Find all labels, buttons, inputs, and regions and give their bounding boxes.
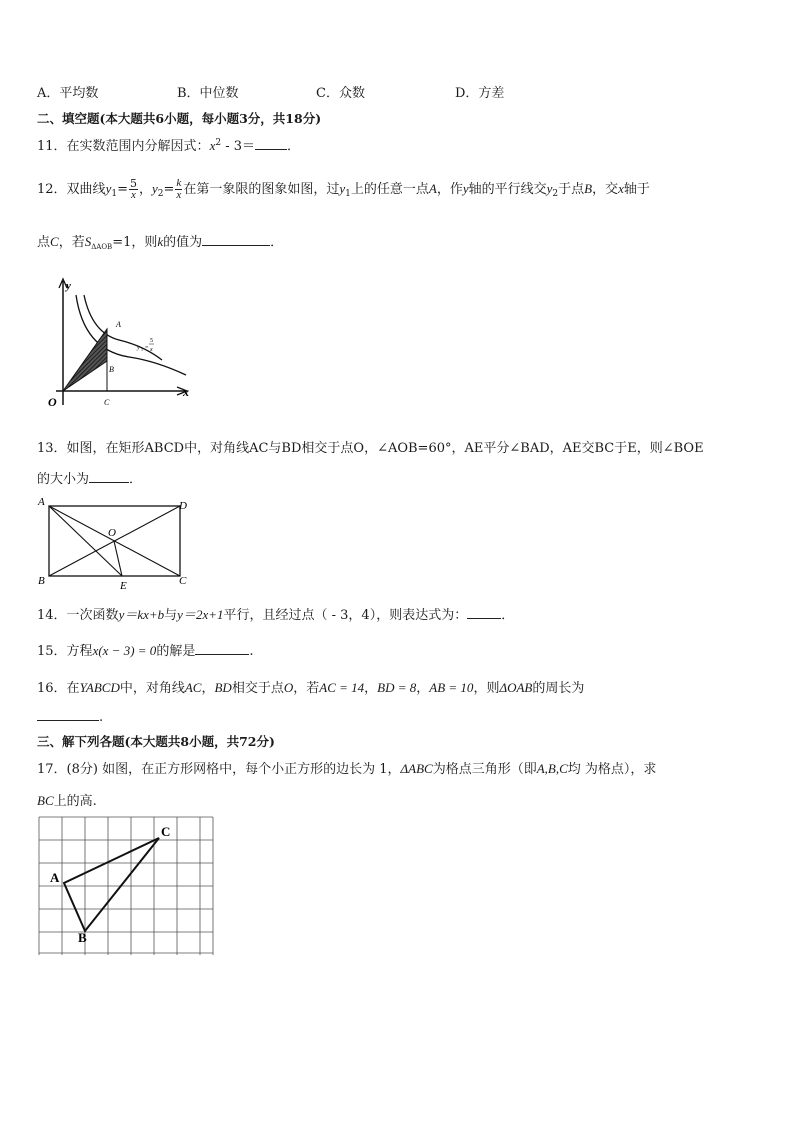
fig13-label-b: B xyxy=(38,575,45,587)
q16-text: 中，对角线 xyxy=(119,681,185,696)
q16-parallelogram: YABCD xyxy=(79,680,120,695)
q16-text: 相交于点 xyxy=(231,681,284,696)
q14-text: 一次函数 xyxy=(66,608,119,623)
q14-answer-blank[interactable] xyxy=(467,605,501,619)
q16-condition-2: BD = 8 xyxy=(377,680,417,695)
q16-end: . xyxy=(99,710,104,725)
question-12-line1 xyxy=(37,172,650,211)
fig12-curve-label-num: 5 xyxy=(150,338,153,344)
q15-answer-blank[interactable] xyxy=(195,641,249,655)
q12-text: 轴于 xyxy=(623,182,650,197)
q16-text: 在 xyxy=(66,681,80,696)
q12-text: ，作 xyxy=(436,182,463,197)
question-13-line2 xyxy=(37,468,142,487)
figure-13-rectangle xyxy=(34,494,194,590)
q11-end: ． xyxy=(287,139,301,154)
q17-text: 上的高. xyxy=(53,794,97,809)
q16-condition-1: AC = 14 xyxy=(319,680,365,695)
q16-bd: BD xyxy=(214,680,232,695)
q17-bc: BC xyxy=(37,793,54,808)
q12-frac2-num: k xyxy=(176,177,182,189)
q12-text: 的值为 xyxy=(163,235,203,250)
q12-number: 12． xyxy=(37,182,67,197)
q12-point-a: A xyxy=(428,181,437,196)
q12-text: ，若 xyxy=(58,235,85,250)
q12-y1-ref-sub: 1 xyxy=(345,189,351,199)
q13-answer-blank[interactable] xyxy=(89,469,129,483)
fig12-curve-label-y: y xyxy=(137,345,140,351)
q12-frac2 xyxy=(175,178,182,201)
q11-expr-base: x xyxy=(209,138,216,153)
figure-17-grid-triangle xyxy=(37,815,219,957)
q12-x-axis: x xyxy=(618,181,624,196)
q13-text: 的大小为 xyxy=(37,472,90,487)
q12-y1-ref: y xyxy=(339,181,346,196)
q17-triangle: ΔABC xyxy=(400,761,433,776)
q12-point-b: B xyxy=(584,181,593,196)
fig12-curve-label-den: x xyxy=(150,347,153,353)
q16-text: ，若 xyxy=(293,681,320,696)
question-17-line2 xyxy=(37,790,97,809)
q16-triangle: ΔOAB xyxy=(499,680,533,695)
q14-function-1: y＝kx+b xyxy=(118,607,165,622)
q14-text: 平行，且经过点（ - 3，4），则表达式为： xyxy=(223,608,468,623)
section-2-title: 二、填空题(本大题共6小题，每小题3分，共18分) xyxy=(37,111,322,126)
q12-point-c: C xyxy=(50,234,59,249)
q17-text: 均 为格点），求 xyxy=(567,762,657,777)
question-16 xyxy=(37,677,584,696)
q16-ac: AC xyxy=(184,680,202,695)
q12-eq2: = xyxy=(163,182,175,197)
fig13-segment-oe xyxy=(114,541,122,576)
fig13-label-d: D xyxy=(179,500,187,512)
fig13-segment-ae xyxy=(49,506,122,576)
q12-sub2: 2 xyxy=(157,189,164,199)
question-11 xyxy=(37,135,300,154)
q12-text: 双曲线 xyxy=(66,182,106,197)
q11-answer-blank[interactable] xyxy=(255,136,287,150)
q12-frac1-num: 5 xyxy=(129,177,137,190)
q12-answer-blank[interactable] xyxy=(202,232,270,246)
q11-expr-rest: - 3＝ xyxy=(221,139,256,154)
q12-frac1 xyxy=(129,178,138,201)
fig12-y-label: y xyxy=(66,280,71,292)
q16-text: ，则 xyxy=(473,681,500,696)
q12-k: k xyxy=(157,234,164,249)
q14-end: ． xyxy=(501,608,515,623)
q12-sub1: 1 xyxy=(111,189,118,199)
option-a: A．平均数 xyxy=(37,86,99,101)
q16-answer-line xyxy=(37,707,103,725)
q15-end: . xyxy=(249,644,254,659)
fig13-label-c: C xyxy=(179,575,187,587)
q12-y2-ref: y xyxy=(546,181,553,196)
q12-y-axis: y xyxy=(462,181,469,196)
q11-number: 11． xyxy=(37,139,67,154)
fig12-x-label: x xyxy=(183,385,189,399)
fig13-label-o: O xyxy=(108,527,116,539)
q13-end: ． xyxy=(129,472,143,487)
question-15 xyxy=(37,640,253,659)
q12-text: 于点 xyxy=(558,182,585,197)
q16-text: ， xyxy=(201,681,215,696)
section-3-title: 三、解下列各题(本大题共8小题，共72分) xyxy=(37,734,275,749)
fig13-label-a: A xyxy=(38,496,45,508)
q15-text: 方程 xyxy=(66,644,93,659)
fig12-point-c-label: C xyxy=(104,398,110,407)
fig12-curve-label-sub: 1 xyxy=(141,347,143,352)
q12-comma: ， xyxy=(138,182,152,197)
q12-text: 在第一象限的图象如图，过 xyxy=(183,182,340,197)
fig12-curve-label-eq: = xyxy=(145,345,149,351)
figure-12-hyperbola-graph xyxy=(44,275,199,410)
q12-text: 上的任意一点 xyxy=(350,182,429,197)
q16-text: ， xyxy=(364,681,378,696)
q12-y2: y xyxy=(152,181,158,196)
q11-text: 在实数范围内分解因式： xyxy=(66,139,210,154)
fig12-origin-label: O xyxy=(48,395,57,409)
q16-number: 16． xyxy=(37,681,67,696)
q16-answer-blank[interactable] xyxy=(37,707,99,721)
fig12-point-b-label: B xyxy=(109,365,114,374)
q16-o: O xyxy=(283,680,294,695)
fig17-label-a: A xyxy=(50,870,60,885)
q12-y2-ref-sub: 2 xyxy=(552,189,559,199)
q12-y1: y xyxy=(105,181,112,196)
option-b: B．中位数 xyxy=(177,86,239,101)
fig13-label-e: E xyxy=(120,580,127,590)
q11-expr-exp: 2 xyxy=(215,138,222,148)
q17-text: 为格点三角形（即 xyxy=(432,762,537,777)
q17-points: A,B,C xyxy=(536,761,568,776)
fig12-shaded-triangle-aob xyxy=(63,329,107,391)
question-12-line2 xyxy=(37,231,283,251)
q15-number: 15． xyxy=(37,644,67,659)
q17-text: 17．(8分) 如图，在正方形网格中，每个小正方形的边长为 1， xyxy=(37,762,401,777)
q16-condition-3: AB = 10 xyxy=(429,680,474,695)
q16-text: 的周长为 xyxy=(532,681,585,696)
question-14 xyxy=(37,604,514,623)
q16-text: ， xyxy=(416,681,430,696)
q12-text: 点 xyxy=(37,235,51,250)
q12-text: 轴的平行线交 xyxy=(468,182,547,197)
q12-frac1-den: x xyxy=(131,189,136,201)
q14-number: 14． xyxy=(37,608,67,623)
q12-frac2-den: x xyxy=(176,189,182,201)
q12-text: ，交 xyxy=(592,182,619,197)
q15-equation: x(x − 3) = 0 xyxy=(92,643,157,658)
option-c: C．众数 xyxy=(316,86,365,101)
q12-area-sub: ΔAOB xyxy=(91,243,113,251)
fig17-label-c: C xyxy=(161,824,171,839)
q12-eq1: = xyxy=(117,182,128,197)
q12-end: ． xyxy=(270,235,284,250)
fig17-triangle-abc xyxy=(64,838,159,931)
fig12-point-a-label: A xyxy=(116,320,121,329)
option-d: D．方差 xyxy=(455,86,505,101)
question-13-line1: 13．如图，在矩形ABCD中，对角线AC与BD相交于点O，∠AOB=60°，AE平分∠BAD，AE交BC于E，则∠BOE xyxy=(37,441,704,456)
fig17-label-b: B xyxy=(78,930,87,945)
q14-function-2: y＝2x+1 xyxy=(177,607,224,622)
q12-area-symbol: S xyxy=(84,234,92,249)
q14-text: 与 xyxy=(164,608,178,623)
q12-text: =1，则 xyxy=(112,235,158,250)
question-17-line1 xyxy=(37,758,656,777)
q15-text: 的解是 xyxy=(156,644,196,659)
